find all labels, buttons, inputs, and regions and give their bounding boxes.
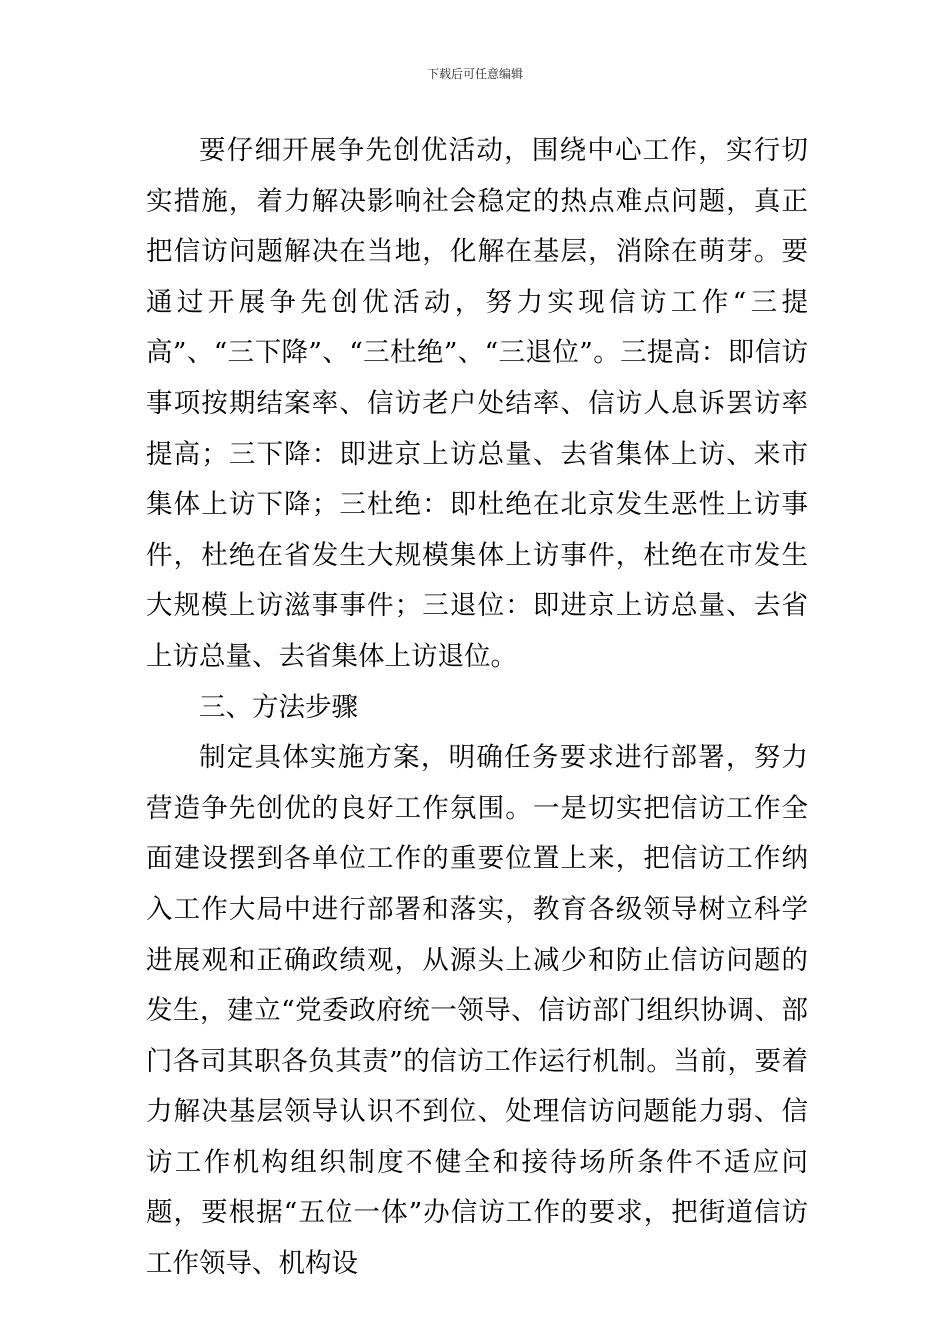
document-body xyxy=(146,126,808,1290)
body-paragraph: 要仔细开展争先创优活动，围绕中心工作，实行切实措施，着力解决影响社会稳定的热点难点问题，真正把信访问题解决在当地，化解在基层，消除在萌芽。要通过开展争先创优活动，努力实现信访工作“三提高”、“三下降”、“三杜绝”、“三退位”。三提高：即信访事项按期结案率、信访老户处结率、信访人息诉罢访率提高；三下降：即进京上访总量、去省集体上访、来市集体上访下降；三杜绝：即杜绝在北京发生恶性上访事件，杜绝在省发生大规模集体上访事件，杜绝在市发生大规模上访滋事事件；三退位：即进京上访总量、去省上访总量、去省集体上访退位。 xyxy=(146,135,808,672)
body-paragraph: 制定具体实施方案，明确任务要求进行部署，努力营造争先创优的良好工作氛围。一是切实把信访工作全面建设摆到各单位工作的重要位置上来，把信访工作纳入工作大局中进行部署和落实，教育各级领导树立科学进展观和正确政绩观，从源头上减少和防止信访问题的发生，建立“党委政府统一领导、信访部门组织协调、部门各司其职各负其责”的信访工作运行机制。当前，要着力解决基层领导认识不到位、处理信访问题能力弱、信访工作机构组织制度不健全和接待场所条件不适应问题，要根据“五位一体”办信访工作的要求，把街道信访工作领导、机构设 xyxy=(146,742,808,1280)
page-header: 下载后可任意编辑 xyxy=(426,67,523,81)
section-heading: 三、方法步骤 xyxy=(199,691,358,723)
